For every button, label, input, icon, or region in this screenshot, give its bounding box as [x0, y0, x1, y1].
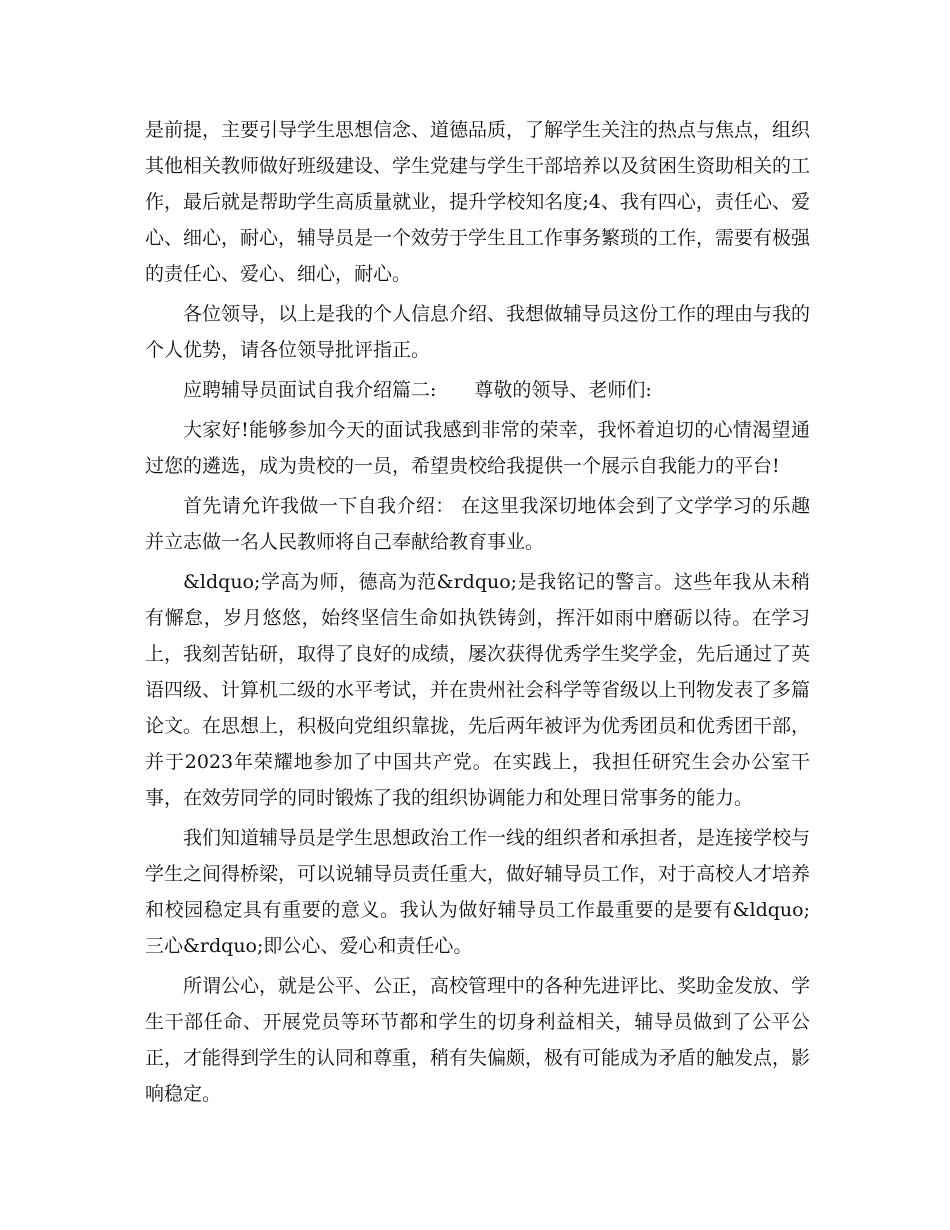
- document-body: [145, 112, 810, 1116]
- paragraph-achievements: &ldquo;学高为师，德高为范&rdquo;是我铭记的警言。这些年我从未稍有懈怠，岁月悠悠，始终坚信生命如执铁铸剑，挥汗如雨中磨砺以待。在学习上，我刻苦钻研，取得了良好的成绩，屡次获得优秀学生奖学金，先后通过了英语四级、计算机二级的水平考试，并在贵州社会科学等省级以上刊物发表了多篇论文。在思想上，积极向党组织靠拢，先后两年被评为优秀团员和优秀团干部，并于2023年荣耀地参加了中国共产党。在实践上，我担任研究生会办公室干事，在效劳同学的同时锻炼了我的组织协调能力和处理日常事务的能力。: [145, 571, 811, 809]
- section-title: 应聘辅导员面试自我介绍篇二:: [183, 379, 437, 401]
- salutation: 尊敬的领导、老师们:: [474, 379, 652, 401]
- paragraph-greeting: 大家好!能够参加今天的面试我感到非常的荣幸，我怀着迫切的心情渴望通过您的遴选，成为贵校的一员，希望贵校给我提供一个展示自我能力的平台!: [145, 419, 810, 477]
- paragraph-introduction: 首先请允许我做一下自我介绍： 在这里我深切地体会到了文学学习的乐趣并立志做一名人民教师将自己奉献给教育事业。: [145, 495, 810, 553]
- paragraph-fairness: 所谓公心，就是公平、公正，高校管理中的各种先进评比、奖助金发放、学生干部任命、开展党员等环节都和学生的切身利益相关，辅导员做到了公平公正，才能得到学生的认同和尊重，稍有失偏颇，极有可能成为矛盾的触发点，影响稳定。: [145, 975, 811, 1105]
- paragraph-closing: 各位领导，以上是我的个人信息介绍、我想做辅导员这份工作的理由与我的个人优势，请各位领导批评指正。: [145, 303, 811, 361]
- section-heading-line: [145, 372, 810, 408]
- paragraph-counselor-role: 我们知道辅导员是学生思想政治工作一线的组织者和承担者，是连接学校与学生之间得桥梁，可以说辅导员责任重大，做好辅导员工作，对于高校人才培养和校园稳定具有重要的意义。我认为做好辅导员工作最重要的是要有&ldquo;三心&rdquo;即公心、爱心和责任心。: [145, 827, 811, 957]
- paragraph-continued: 是前提，主要引导学生思想信念、道德品质，了解学生关注的热点与焦点，组织其他相关教师做好班级建设、学生党建与学生干部培养以及贫困生资助相关的工作，最后就是帮助学生高质量就业，提升学校知名度;4、我有四心，责任心、爱心、细心，耐心，辅导员是一个效劳于学生且工作事务繁琐的工作，需要有极强的责任心、爱心、细心，耐心。: [145, 119, 811, 285]
